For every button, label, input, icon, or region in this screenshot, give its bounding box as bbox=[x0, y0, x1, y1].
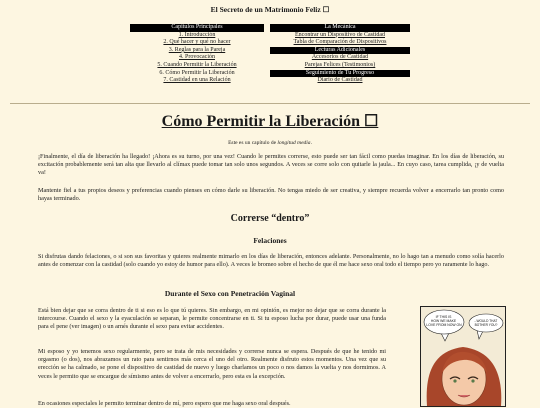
nav-link-parejas-felices[interactable]: Parejas Felices (Testimonios) bbox=[304, 61, 376, 68]
nav-header-seguimiento: Seguimiento de Tu Progreso bbox=[270, 70, 410, 78]
comic-illustration bbox=[421, 307, 505, 406]
chapter-length-note bbox=[0, 140, 540, 146]
nav-link-como-permitir[interactable]: 6. Cómo Permitir la Liberación bbox=[159, 69, 235, 76]
nav-header-mecanica: La Mecánica bbox=[270, 24, 410, 32]
comic-image bbox=[420, 306, 506, 407]
chapter-length-value: longitud media bbox=[277, 140, 311, 146]
nav-link-diario[interactable]: Diario de Castidad bbox=[317, 77, 363, 84]
nav-header-main-chapters: Capitulos Principales bbox=[130, 24, 264, 32]
chapter-length-suffix: . bbox=[310, 140, 312, 146]
penetracion-paragraph-3: En ocasiones especiales le permito terminar dentro de mí, pero espero que me haga sexo oral después. bbox=[38, 400, 291, 407]
page-title: Cómo Permitir la Liberación ☐ bbox=[161, 113, 379, 130]
nav-header-lecturas: Lecturas Adicionales bbox=[270, 47, 410, 55]
penetracion-paragraph-1: Está bien dejar que se corra dentro de ti si eso es lo que tú quieres. Sin embargo, en mi opinión, es mejor no dejar que se corra durante la intercourse. Cuando el sexo y la eyaculación se separan, le permite concentrarse en ti. Si tu esposo lucha por durar, puede usar una funda para el pene (ver imagen) o un arnés durante el sexo para evitar accidentes. bbox=[38, 307, 386, 331]
nav-main-chapters bbox=[130, 24, 264, 85]
nav-link-tabla-comparacion[interactable]: Tabla de Comparación de Dispositivos bbox=[293, 39, 387, 46]
divider bbox=[10, 103, 530, 104]
site-title: El Secreto de un Matrimonio Feliz ☐ bbox=[210, 5, 330, 14]
nav-link-cuando-permitir[interactable]: 5. Cuando Permitir la Liberación bbox=[157, 61, 237, 68]
bubble-2-text: ...WOULD THAT BOTHER YOU? bbox=[473, 319, 498, 327]
subheading-felaciones: Felaciones bbox=[253, 236, 287, 245]
nav-link-introduccion[interactable]: 1. Introducción bbox=[178, 31, 216, 38]
nav-link-que-hacer[interactable]: 2. Qué hacer y qué no hacer bbox=[163, 39, 231, 46]
intro-paragraph-2: Mantente fiel a tus propios deseos y preferencias cuando pienses en cómo darle su liberación. No tengas miedo de ser creativa, y siempre recuerda volver a encerrarlo tan pronto como hayas terminado. bbox=[38, 187, 504, 203]
penetracion-paragraph-2: Mi esposo y yo tenemos sexo regularmente, pero se trata de mis necesidades y correrse nunca se espera. Después de que he tenido mi orgasmo (o dos), nos abrazamos un rato para sentirnos más cerca el uno del otro. Realmente disfruto estos momentos. Una vez que su erección se ha calmado, se pone el dispositivo de castidad de nuevo y luego charlamos un poco o nos damos la vuelta y nos dormimos. A veces le permito que se encargue de símismo antes de volver a encerrarlo, pero esta es la excepción. bbox=[38, 348, 386, 380]
subheading-penetracion: Durante el Sexo con Penetración Vaginal bbox=[164, 289, 296, 298]
nav-secondary bbox=[270, 24, 410, 85]
nav-link-provocacion[interactable]: 4. Provocación bbox=[179, 54, 215, 61]
nav-link-castidad-relacion[interactable]: 7. Castidad en una Relación bbox=[163, 77, 231, 84]
chapter-length-prefix: Este es un capítulo de bbox=[228, 140, 278, 146]
section-heading-correrse-dentro: Correrse “dentro” bbox=[230, 213, 310, 224]
intro-paragraph-1: ¡Finalmente, el día de liberación ha llegado! ¡Ahora es su turno, por una vez! Cuando le permites correrse, esto puede ser tan fácil como puedas imaginar. En los días de liberación, su excitación probablemente será tan alta que llevarlo al clímax puede tomar tan solo unos segundos. A veces se corre solo con quitarle la jaula... En cuyo caso, tarea cumplida, ¡y de vuelta va! bbox=[38, 153, 504, 177]
nav-link-accesorios[interactable]: Accesorios de Castidad bbox=[311, 54, 369, 61]
felaciones-paragraph: Si disfrutas dando felaciones, o si son sus favoritas y quieres realmente mimarlo en los días de liberación, entonces adelante. Personalmente, no lo hago tan a menudo como solía hacerlo antes de comenzar con la castidad (solo cuando yo estoy de humor para ello). A veces le bromeo sobre el hecho de que él me hace sexo oral todo el tiempo pero yo raramente lo hago. bbox=[38, 253, 504, 269]
bubble-1-text: IF THIS IS HOW WE MAKE LOVE FROM NOW ON bbox=[426, 315, 462, 327]
nav-link-encontrar-dispositivo[interactable]: Encontrar un Dispositivo de Castidad bbox=[295, 31, 385, 38]
nav-link-reglas[interactable]: 3. Reglas para la Pareja bbox=[168, 46, 226, 53]
